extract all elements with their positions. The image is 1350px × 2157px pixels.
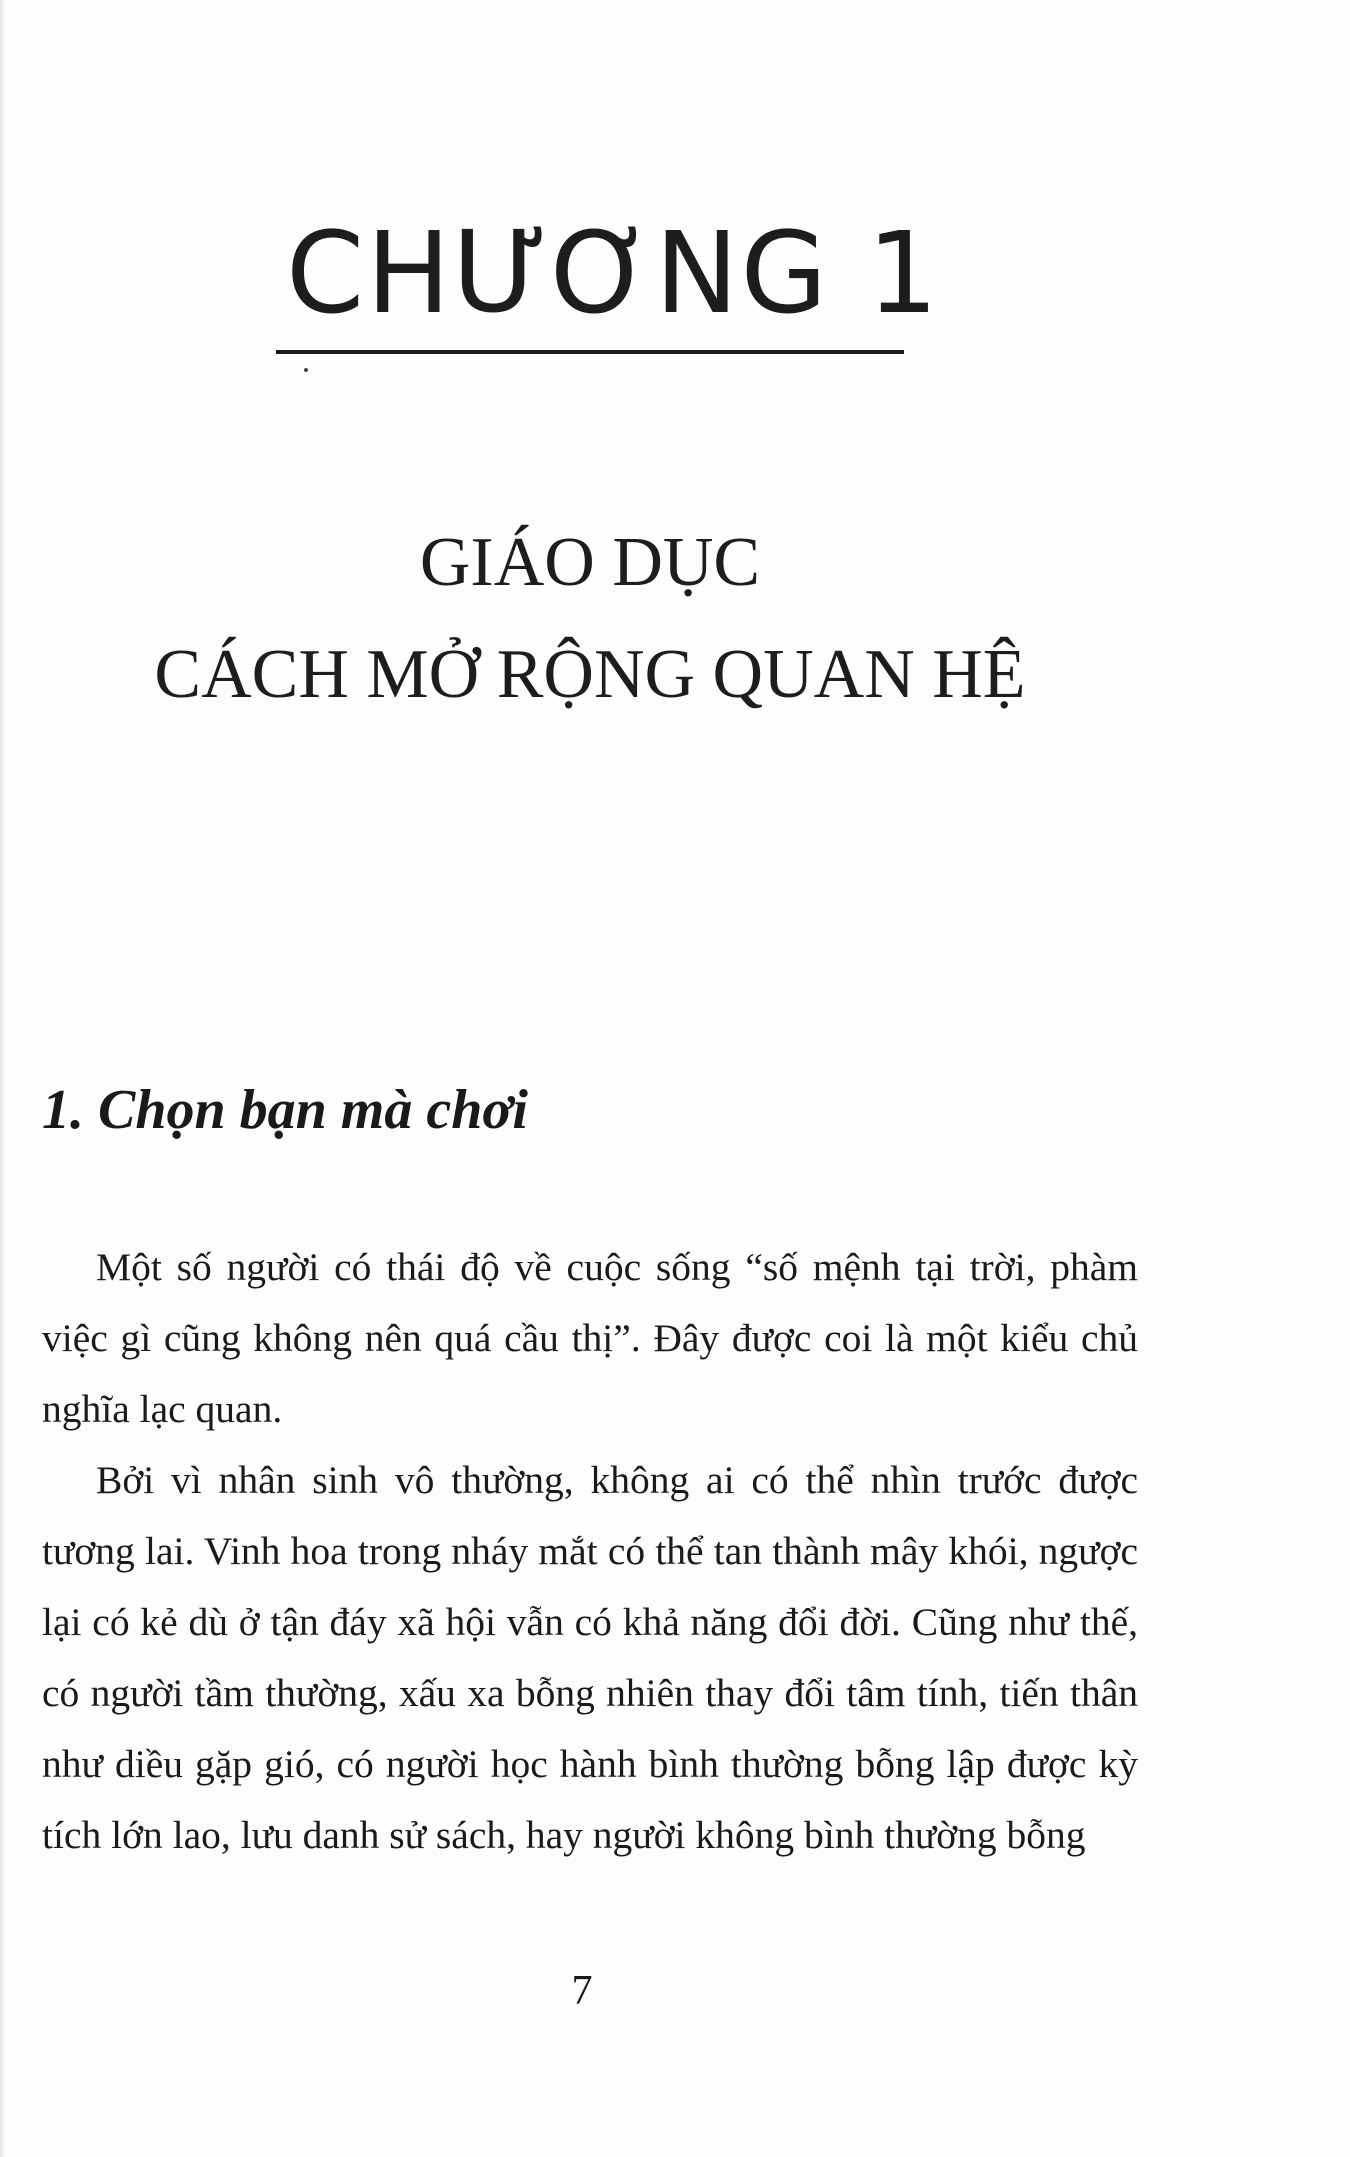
body-text <box>42 1232 1138 1871</box>
page-edge-shadow <box>0 0 6 2157</box>
paragraph-1: Một số người có thái độ về cuộc sống “số mệnh tại trời, phàm việc gì cũng không nên quá cầu thị”. Đây được coi là một kiểu chủ nghĩa lạc quan. <box>42 1245 1138 1431</box>
paragraph-2: Bởi vì nhân sinh vô thường, không ai có thể nhìn trước được tương lai. Vinh hoa trong nháy mắt có thể tan thành mây khói, ngược lại có kẻ dù ở tận đáy xã hội vẫn có khả năng đổi đời. Cũng như thế, có người tầm thường, xấu xa bỗng nhiên thay đổi tâm tính, tiến thân như diều gặp gió, có người học hành bình thường bỗng lập được kỳ tích lớn lao, lưu danh sử sách, hay người không bình thường bỗng <box>42 1458 1138 1857</box>
chapter-title-line-2: CÁCH MỞ RỘNG QUAN HỆ <box>154 636 1026 713</box>
chapter-title-line-1: GIÁO DỤC <box>419 524 761 601</box>
print-speck <box>304 368 308 372</box>
page-number: 7 <box>571 1968 593 2014</box>
chapter-underline <box>276 350 904 354</box>
chapter-label: CHƯƠNG 1 <box>286 209 941 339</box>
section-heading: 1. Chọn bạn mà chơi <box>42 1079 528 1141</box>
